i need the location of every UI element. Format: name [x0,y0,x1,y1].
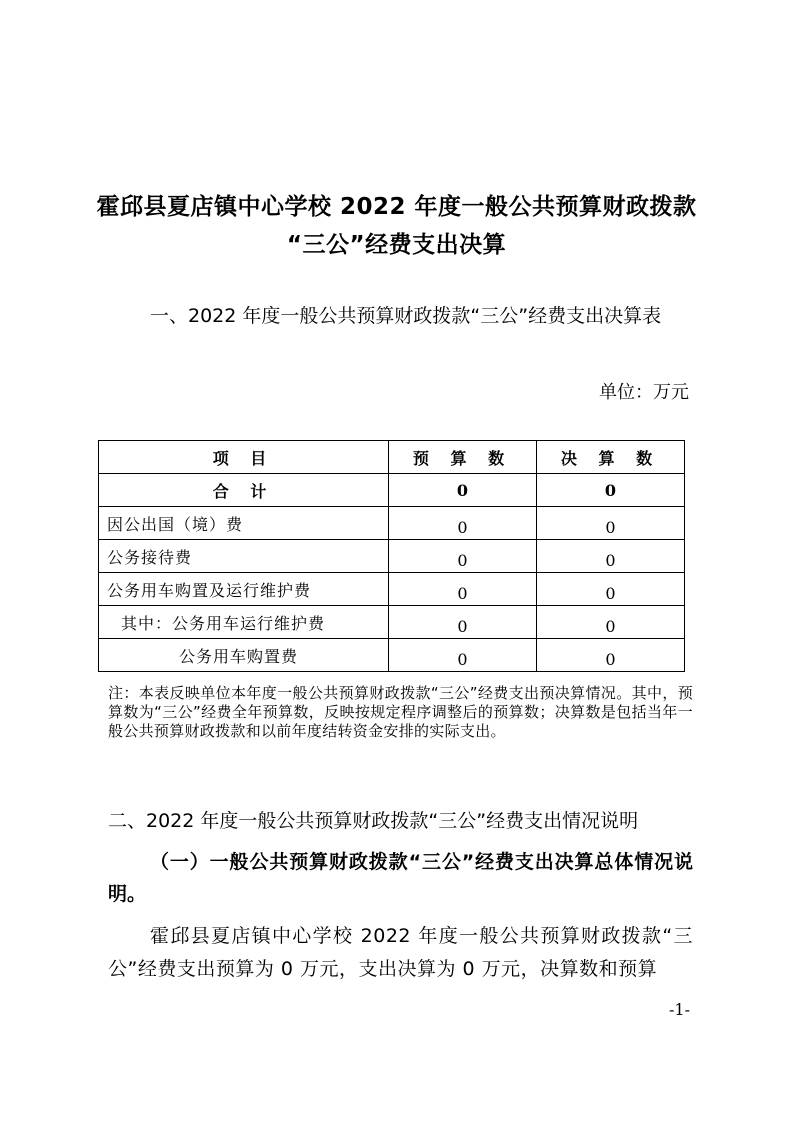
header-final: 决 算 数 [537,441,685,474]
row-final: 0 [537,507,685,540]
table-header-row [99,441,685,474]
row-budget: 0 [389,507,537,540]
unit-label: 单位：万元 [599,382,689,403]
row-label: 因公出国（境）费 [99,507,389,540]
body-paragraph: 霍邱县夏店镇中心学校 2022 年度一般公共预算财政拨款“三公”经费支出预算为 0 万元，支出决算为 0 万元，决算数和预算 [108,925,693,980]
document-title-line-1: 霍邱县夏店镇中心学校 2022 年度一般公共预算财政拨款 [96,194,697,220]
table-row [99,606,685,639]
row-label: 公务用车购置费 [99,639,389,672]
row-budget: 0 [389,573,537,606]
header-item: 项 目 [99,441,389,474]
row-final: 0 [537,639,685,672]
section-2-heading: 二、2022 年度一般公共预算财政拨款“三公”经费支出情况说明 [108,810,639,832]
table-row [99,639,685,672]
row-final: 0 [537,606,685,639]
row-label: 公务接待费 [99,540,389,573]
row-final: 0 [537,540,685,573]
section-1-heading: 一、2022 年度一般公共预算财政拨款“三公”经费支出决算表 [150,305,662,327]
row-label: 其中：公务用车运行维护费 [99,606,389,639]
total-final: 0 [537,474,685,507]
table-total-row [99,474,685,507]
table-note: 注：本表反映单位本年度一般公共预算财政拨款“三公”经费支出预决算情况。其中，预算数为“三公”经费全年预算数，反映按规定程序调整后的预算数；决算数是包括当年一般公共预算财政拨款和以前年度结转资金安排的实际支出。 [108,684,693,740]
table-row [99,507,685,540]
document-title-line-2: “三公”经费支出决算 [286,232,507,258]
row-budget: 0 [389,540,537,573]
table-row [99,573,685,606]
expenditure-table [98,440,685,672]
table-row [99,540,685,573]
total-label: 合 计 [99,474,389,507]
row-label: 公务用车购置及运行维护费 [99,573,389,606]
row-budget: 0 [389,606,537,639]
row-budget: 0 [389,639,537,672]
row-final: 0 [537,573,685,606]
total-budget: 0 [389,474,537,507]
subsection-1-heading: （一）一般公共预算财政拨款“三公”经费支出决算总体情况说明。 [108,851,693,905]
page-number: -1- [669,1000,690,1019]
header-budget: 预 算 数 [389,441,537,474]
